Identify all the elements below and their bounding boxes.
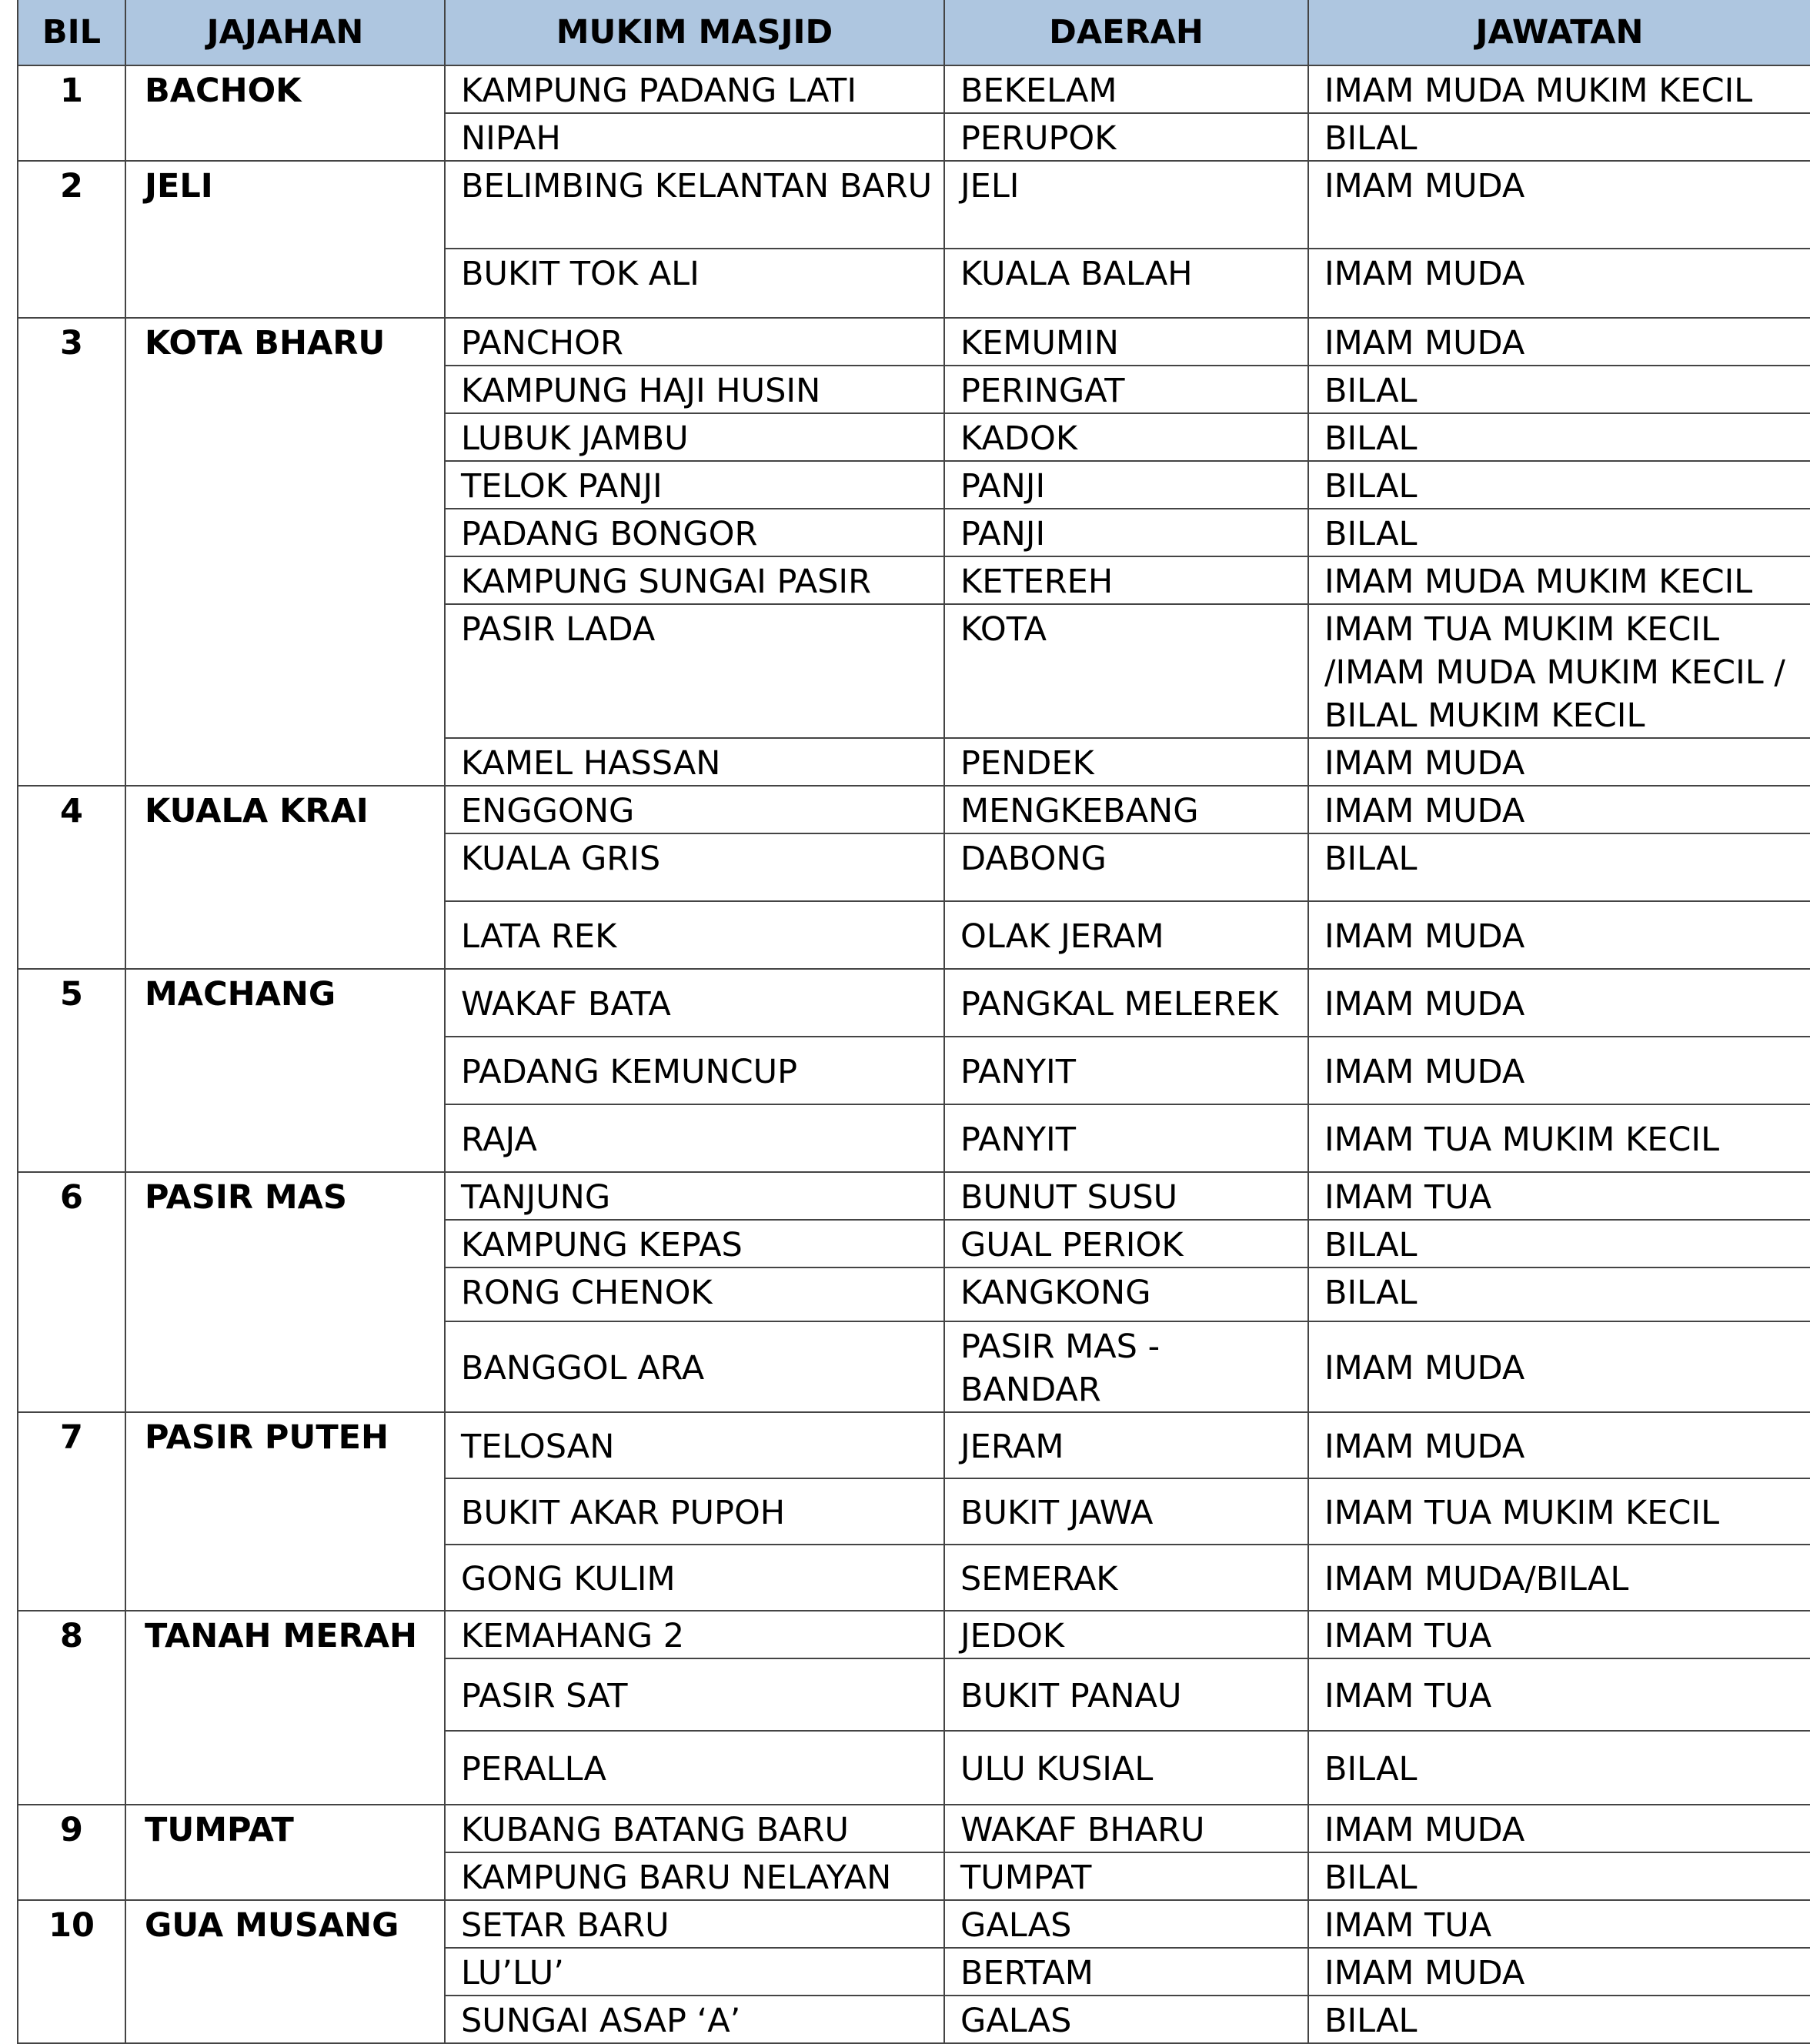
cell-mukim-masjid: KAMPUNG BARU NELAYAN [445,1852,944,1900]
table-row [18,1805,1810,1852]
cell-daerah: GUAL PERIOK [944,1220,1308,1267]
cell-bil: 7 [18,1412,125,1611]
cell-mukim-masjid: BELIMBING KELANTAN BARU [445,161,944,249]
cell-mukim-masjid: GONG KULIM [445,1545,944,1611]
cell-jajahan: TANAH MERAH [125,1611,445,1805]
header-daerah: DAERAH [944,0,1308,65]
table-row [18,1172,1810,1220]
cell-daerah: KETEREH [944,556,1308,604]
cell-jawatan: BILAL [1308,1267,1810,1321]
header-bil: BIL [18,0,125,65]
cell-jawatan: IMAM TUA MUKIM KECIL /IMAM MUDA MUKIM KECIL / BILAL MUKIM KECIL [1308,604,1810,738]
table-row [18,65,1810,113]
cell-jawatan: IMAM MUDA [1308,1805,1810,1852]
table-row [18,318,1810,366]
cell-daerah: PERUPOK [944,113,1308,161]
cell-mukim-masjid: SETAR BARU [445,1900,944,1948]
cell-mukim-masjid: BUKIT AKAR PUPOH [445,1478,944,1545]
cell-jawatan: IMAM MUDA/BILAL [1308,1545,1810,1611]
cell-jawatan: IMAM TUA MUKIM KECIL [1308,1478,1810,1545]
cell-jajahan: KOTA BHARU [125,318,445,786]
cell-jawatan: BILAL [1308,113,1810,161]
cell-jawatan: BILAL [1308,509,1810,556]
cell-daerah: PERINGAT [944,366,1308,413]
cell-jajahan: PASIR PUTEH [125,1412,445,1611]
cell-jajahan: KUALA KRAI [125,786,445,969]
cell-mukim-masjid: WAKAF BATA [445,969,944,1037]
cell-jawatan: BILAL [1308,413,1810,461]
cell-daerah: ULU KUSIAL [944,1731,1308,1805]
cell-jawatan: IMAM MUDA MUKIM KECIL [1308,65,1810,113]
cell-jawatan: IMAM MUDA [1308,1321,1810,1412]
cell-mukim-masjid: PADANG KEMUNCUP [445,1037,944,1104]
cell-jajahan: GUA MUSANG [125,1900,445,2043]
cell-jawatan: IMAM MUDA [1308,161,1810,249]
cell-mukim-masjid: KUALA GRIS [445,833,944,901]
cell-jawatan: BILAL [1308,1220,1810,1267]
header-jajahan: JAJAHAN [125,0,445,65]
cell-bil: 10 [18,1900,125,2043]
cell-bil: 9 [18,1805,125,1900]
cell-daerah: BEKELAM [944,65,1308,113]
cell-jawatan: BILAL [1308,1731,1810,1805]
cell-daerah: PANYIT [944,1104,1308,1172]
mukim-masjid-table [17,0,1810,2044]
cell-daerah: KUALA BALAH [944,249,1308,318]
cell-mukim-masjid: TANJUNG [445,1172,944,1220]
cell-bil: 3 [18,318,125,786]
cell-daerah: PANGKAL MELEREK [944,969,1308,1037]
cell-daerah: JEDOK [944,1611,1308,1658]
cell-jawatan: IMAM MUDA [1308,1037,1810,1104]
cell-daerah: KOTA [944,604,1308,738]
cell-daerah: GALAS [944,1900,1308,1948]
cell-jawatan: BILAL [1308,1996,1810,2043]
cell-daerah: PANJI [944,461,1308,509]
cell-bil: 6 [18,1172,125,1412]
cell-daerah: KEMUMIN [944,318,1308,366]
cell-jawatan: IMAM MUDA [1308,1948,1810,1996]
cell-mukim-masjid: RONG CHENOK [445,1267,944,1321]
cell-mukim-masjid: TELOK PANJI [445,461,944,509]
cell-jawatan: IMAM MUDA MUKIM KECIL [1308,556,1810,604]
cell-jajahan: JELI [125,161,445,318]
cell-mukim-masjid: LUBUK JAMBU [445,413,944,461]
cell-mukim-masjid: KAMEL HASSAN [445,738,944,786]
cell-daerah: BUKIT JAWA [944,1478,1308,1545]
cell-bil: 2 [18,161,125,318]
cell-daerah: WAKAF BHARU [944,1805,1308,1852]
cell-jawatan: IMAM TUA [1308,1172,1810,1220]
cell-jajahan: PASIR MAS [125,1172,445,1412]
cell-daerah: TUMPAT [944,1852,1308,1900]
cell-daerah: BERTAM [944,1948,1308,1996]
cell-mukim-masjid: RAJA [445,1104,944,1172]
cell-mukim-masjid: KAMPUNG PADANG LATI [445,65,944,113]
cell-jawatan: BILAL [1308,366,1810,413]
cell-daerah: KADOK [944,413,1308,461]
cell-mukim-masjid: BUKIT TOK ALI [445,249,944,318]
cell-mukim-masjid: TELOSAN [445,1412,944,1478]
cell-jawatan: IMAM MUDA [1308,901,1810,969]
table-row [18,1900,1810,1948]
cell-daerah: PASIR MAS - BANDAR [944,1321,1308,1412]
cell-jajahan: BACHOK [125,65,445,161]
cell-mukim-masjid: BANGGOL ARA [445,1321,944,1412]
cell-jawatan: IMAM MUDA [1308,786,1810,833]
table-body [18,65,1810,2043]
table-row [18,969,1810,1037]
cell-daerah: DABONG [944,833,1308,901]
cell-daerah: JELI [944,161,1308,249]
cell-daerah: BUKIT PANAU [944,1658,1308,1731]
cell-mukim-masjid: PERALLA [445,1731,944,1805]
cell-daerah: PANJI [944,509,1308,556]
table-row [18,786,1810,833]
cell-daerah: MENGKEBANG [944,786,1308,833]
cell-jawatan: IMAM MUDA [1308,969,1810,1037]
cell-daerah: SEMERAK [944,1545,1308,1611]
cell-jawatan: BILAL [1308,461,1810,509]
cell-mukim-masjid: KUBANG BATANG BARU [445,1805,944,1852]
cell-mukim-masjid: PANCHOR [445,318,944,366]
cell-bil: 1 [18,65,125,161]
cell-mukim-masjid: KAMPUNG SUNGAI PASIR [445,556,944,604]
cell-jawatan: IMAM MUDA [1308,249,1810,318]
header-row [18,0,1810,65]
cell-bil: 8 [18,1611,125,1805]
table-row [18,1412,1810,1478]
cell-jawatan: IMAM TUA [1308,1658,1810,1731]
cell-mukim-masjid: KEMAHANG 2 [445,1611,944,1658]
cell-bil: 4 [18,786,125,969]
header-mukim-masjid: MUKIM MASJID [445,0,944,65]
table-row [18,161,1810,249]
cell-jajahan: TUMPAT [125,1805,445,1900]
cell-mukim-masjid: SUNGAI ASAP ‘A’ [445,1996,944,2043]
cell-daerah: JERAM [944,1412,1308,1478]
cell-jawatan: IMAM MUDA [1308,318,1810,366]
cell-daerah: OLAK JERAM [944,901,1308,969]
cell-mukim-masjid: PASIR LADA [445,604,944,738]
cell-daerah: GALAS [944,1996,1308,2043]
cell-mukim-masjid: PASIR SAT [445,1658,944,1731]
cell-daerah: PANYIT [944,1037,1308,1104]
cell-jawatan: BILAL [1308,1852,1810,1900]
cell-jawatan: IMAM MUDA [1308,738,1810,786]
cell-jawatan: BILAL [1308,833,1810,901]
cell-mukim-masjid: NIPAH [445,113,944,161]
cell-mukim-masjid: ENGGONG [445,786,944,833]
cell-jawatan: IMAM TUA MUKIM KECIL [1308,1104,1810,1172]
cell-mukim-masjid: LU’LU’ [445,1948,944,1996]
cell-mukim-masjid: PADANG BONGOR [445,509,944,556]
cell-bil: 5 [18,969,125,1172]
cell-mukim-masjid: KAMPUNG KEPAS [445,1220,944,1267]
cell-daerah: PENDEK [944,738,1308,786]
cell-daerah: BUNUT SUSU [944,1172,1308,1220]
cell-jawatan: IMAM TUA [1308,1900,1810,1948]
cell-jajahan: MACHANG [125,969,445,1172]
cell-daerah: KANGKONG [944,1267,1308,1321]
cell-jawatan: IMAM TUA [1308,1611,1810,1658]
cell-jawatan: IMAM MUDA [1308,1412,1810,1478]
header-jawatan: JAWATAN [1308,0,1810,65]
cell-mukim-masjid: LATA REK [445,901,944,969]
table-row [18,1611,1810,1658]
cell-mukim-masjid: KAMPUNG HAJI HUSIN [445,366,944,413]
